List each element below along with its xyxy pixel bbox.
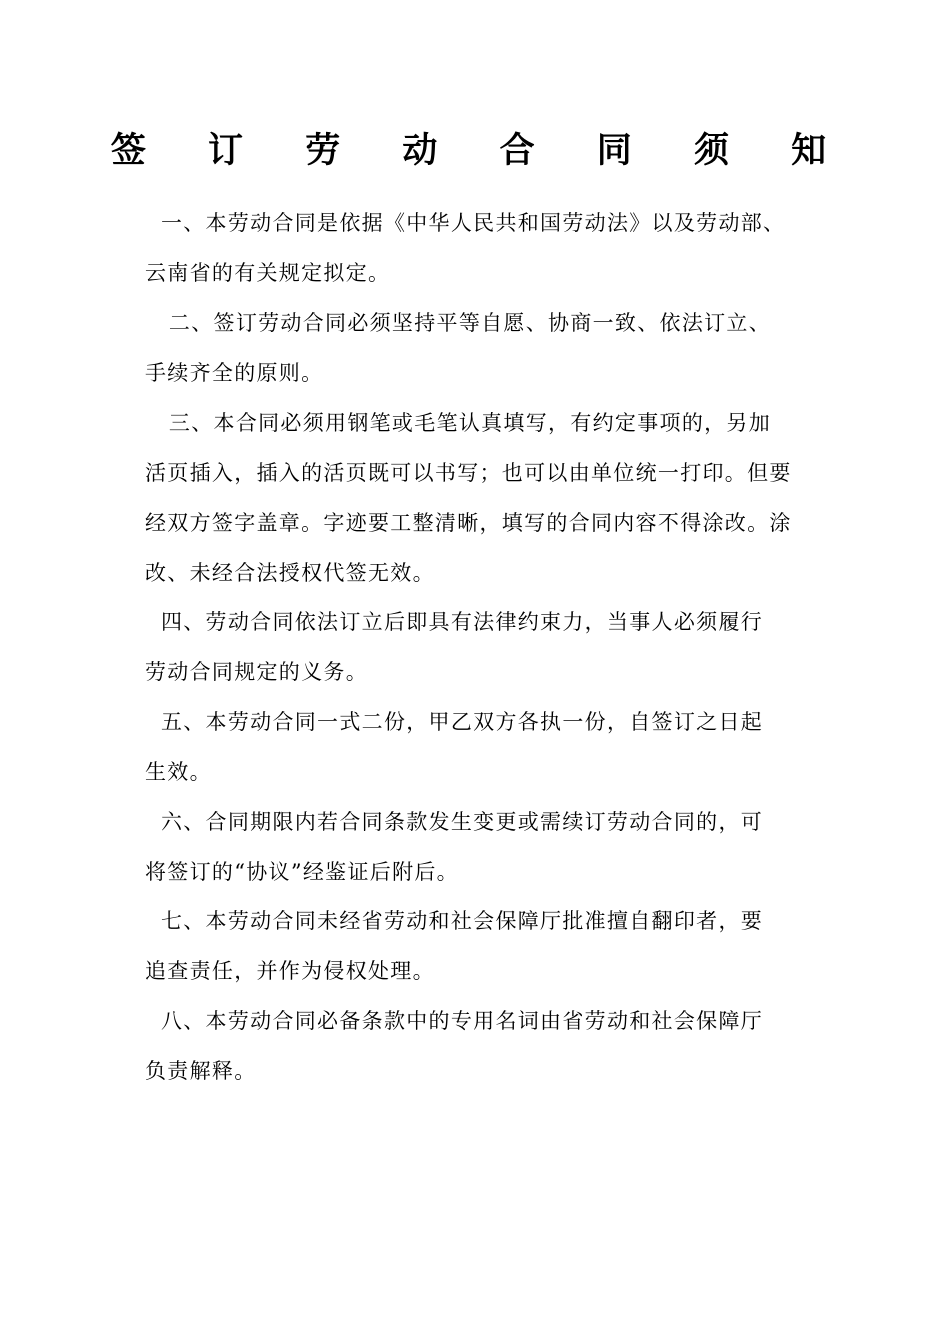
document-title: 签 订 劳 动 合 同 须 知 (110, 130, 852, 171)
clause-line: 四、劳动合同依法订立后即具有法律约束力，当事人必须履行 (145, 610, 764, 634)
clause-line: 云南省的有关规定拟定。 (145, 261, 391, 285)
clause-1 (145, 198, 817, 298)
clause-line: 经双方签字盖章。字迹要工整清晰，填写的合同内容不得涂改。涂 (145, 511, 792, 535)
clause-line: 改、未经合法授权代签无效。 (145, 561, 435, 585)
clause-line: 负责解释。 (145, 1059, 257, 1083)
clause-line: 追查责任，并作为侵权处理。 (145, 959, 435, 983)
clause-line: 五、本劳动合同一式二份，甲乙双方各执一份，自签订之日起 (145, 710, 764, 734)
clause-line: 生效。 (145, 760, 212, 784)
clause-line: 二、签订劳动合同必须坚持平等自愿、协商一致、依法订立、 (145, 311, 772, 335)
clause-line: 七、本劳动合同未经省劳动和社会保障厅批准擅自翻印者，要 (145, 909, 764, 933)
clause-line: 劳动合同规定的义务。 (145, 660, 368, 684)
clause-4 (145, 597, 817, 697)
clause-line: 活页插入，插入的活页既可以书写；也可以由单位统一打印。但要 (145, 461, 792, 485)
clause-3 (145, 398, 817, 598)
clause-6 (145, 797, 817, 897)
clause-8 (145, 996, 817, 1096)
clause-5 (145, 697, 817, 797)
clause-line: 一、本劳动合同是依据《中华人民共和国劳动法》以及劳动部、 (145, 211, 786, 235)
clause-7 (145, 896, 817, 996)
clause-line: 六、合同期限内若合同条款发生变更或需续订劳动合同的，可 (145, 810, 764, 834)
clause-2 (145, 298, 817, 398)
clause-line: 手续齐全的原则。 (145, 361, 324, 385)
clause-line: 八、本劳动合同必备条款中的专用名词由省劳动和社会保障厅 (145, 1009, 764, 1033)
clause-line: 三、本合同必须用钢笔或毛笔认真填写，有约定事项的，另加 (145, 411, 772, 435)
clause-line: 将签订的“协议”经鉴证后附后。 (145, 860, 459, 884)
